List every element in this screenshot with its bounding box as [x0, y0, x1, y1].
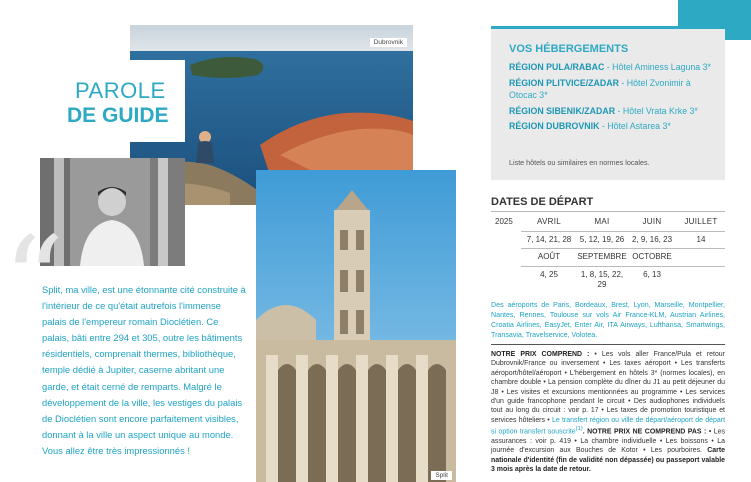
region-label: RÉGION DUBROVNIK: [509, 121, 600, 131]
transfer-option-text: Le transfert région ou ville de départ/aéroport de départ si option transfert souscrite: [491, 416, 725, 436]
days-cell: 6, 13: [643, 269, 661, 279]
region-label: RÉGION SIBENIK/ZADAR: [509, 105, 616, 116]
days-cell: 2, 9, 16, 23: [631, 234, 673, 244]
split-illustration: [256, 170, 456, 482]
days-cell: 5, 12, 19, 26: [579, 234, 625, 244]
days-cell: 14: [696, 234, 706, 244]
days-cell: 1, 8, 15, 22, 29: [580, 269, 624, 289]
dates-divider: [491, 211, 725, 212]
section-title-box: [57, 60, 185, 142]
hebergement-item: [509, 77, 714, 102]
section-title-line1: PAROLE: [75, 78, 166, 103]
month-cell: OCTOBRE: [627, 249, 677, 267]
quote-mark-icon: “: [3, 212, 65, 351]
identity-document-text: Carte nationale d'identité (fin de validité non dépassée) ou passeport valable 3 mois après la date de retour.: [491, 447, 725, 474]
price-includes-text: • Les vols aller France/Pula et retour Dubrovnik/France ou inversement • Les taxes aéroport • Les transferts aéroport/hôtel/aéroport • L'hébergement en hôtels 3* (normes locales), en chambre double • La pension complète du dîner du J1 au petit déjeuner du J8 • Les visites et excursions mentionnées au programme • Les services d'un guide francophone pendant le circuit • Des audiophones individuels tout au long du circuit : voir p. 17 • Les taxes de promotion touristique et services hôteliers •: [491, 351, 725, 424]
dates-days-row: [521, 231, 725, 249]
dates-month-row: [521, 249, 725, 267]
price-includes-label: NOTRE PRIX COMPREND :: [491, 351, 590, 358]
hotel-label: - Hôtel Astarea 3*: [599, 121, 671, 131]
month-cell: JUIN: [627, 214, 677, 231]
dates-days-row: [521, 266, 725, 294]
split-photo: [256, 170, 456, 482]
guide-quote-text: Split, ma ville, est une étonnante cité construite à l'intérieur de ce qu'était autrefois l'immense palais de l'empereur romain Dioclétien. Ce palais, bâti entre 294 et 305, outre les bâtiments résidentiels, comprenait thermes, bibliothèque, temple dédié à Jupiter, caserne abritant une garde, et était cerné de remparts. Malgré le développement de la ville, les vestiges du palais de Dioclétien sont encore parfaitement visibles, donnant à la ville un aspect unique au monde. Vous allez être très impressionnés !: [42, 284, 246, 456]
region-label: RÉGION PULA/RABAC: [509, 62, 605, 72]
dates-year: 2025: [495, 217, 513, 226]
conditions-divider: [491, 344, 725, 345]
month-cell: JUILLET: [677, 214, 725, 231]
month-cell: AVRIL: [521, 214, 577, 231]
region-label: RÉGION PLITVICE/ZADAR: [509, 77, 619, 88]
empty-cell: [677, 249, 725, 267]
price-conditions: [491, 350, 725, 475]
hebergements-list: [509, 61, 714, 136]
hotel-label: - Hôtel Vrata Krke 3*: [615, 105, 698, 116]
dates-table: [521, 214, 725, 294]
month-cell: SEPTEMBRE: [577, 249, 627, 267]
hotel-label: - Hôtel Zvonimir à Otocac 3*: [509, 77, 691, 100]
dates-month-row: [521, 214, 725, 231]
hebergement-item: [509, 105, 714, 118]
hebergements-box: [491, 26, 725, 180]
hebergement-item: [509, 120, 714, 133]
split-caption: Split: [431, 471, 452, 480]
departure-airports-text: Des aéroports de Paris, Bordeaux, Brest, Lyon, Marseille, Montpellier, Nantes, Rennes, Toulouse sur vols Air France-KLM, Austrian Airlines, Croatia Airlines, EasyJet, Enter Air, ITA Airways, Lufthansa, Smartwings, Transavia, Travelservice, Volotea.: [491, 301, 725, 339]
price-excludes-text: • Les assurances : voir p. 419 • La chambre individuelle • Les boissons • La journée d'excursion aux Bouches de Kotor • Les pourboires.: [491, 428, 725, 455]
month-cell: MAI: [577, 214, 627, 231]
days-cell: 7, 14, 21, 28: [526, 234, 572, 244]
hebergement-item: [509, 61, 714, 74]
days-cell: 4, 25: [540, 269, 558, 279]
month-cell: AOÛT: [521, 249, 577, 267]
hebergements-note: Liste hôtels ou similaires en normes locales.: [509, 158, 650, 167]
section-title-line2: DE GUIDE: [67, 104, 169, 127]
hebergements-title: VOS HÉBERGEMENTS: [509, 43, 629, 55]
empty-cell: [677, 266, 725, 294]
price-excludes-label: . NOTRE PRIX NE COMPREND PAS :: [582, 428, 707, 436]
transfer-footnote: (1): [575, 426, 583, 433]
dates-title: DATES DE DÉPART: [491, 196, 594, 208]
dubrovnik-caption: Dubrovnik: [370, 38, 407, 47]
hotel-label: - Hôtel Aminess Laguna 3*: [604, 62, 711, 72]
